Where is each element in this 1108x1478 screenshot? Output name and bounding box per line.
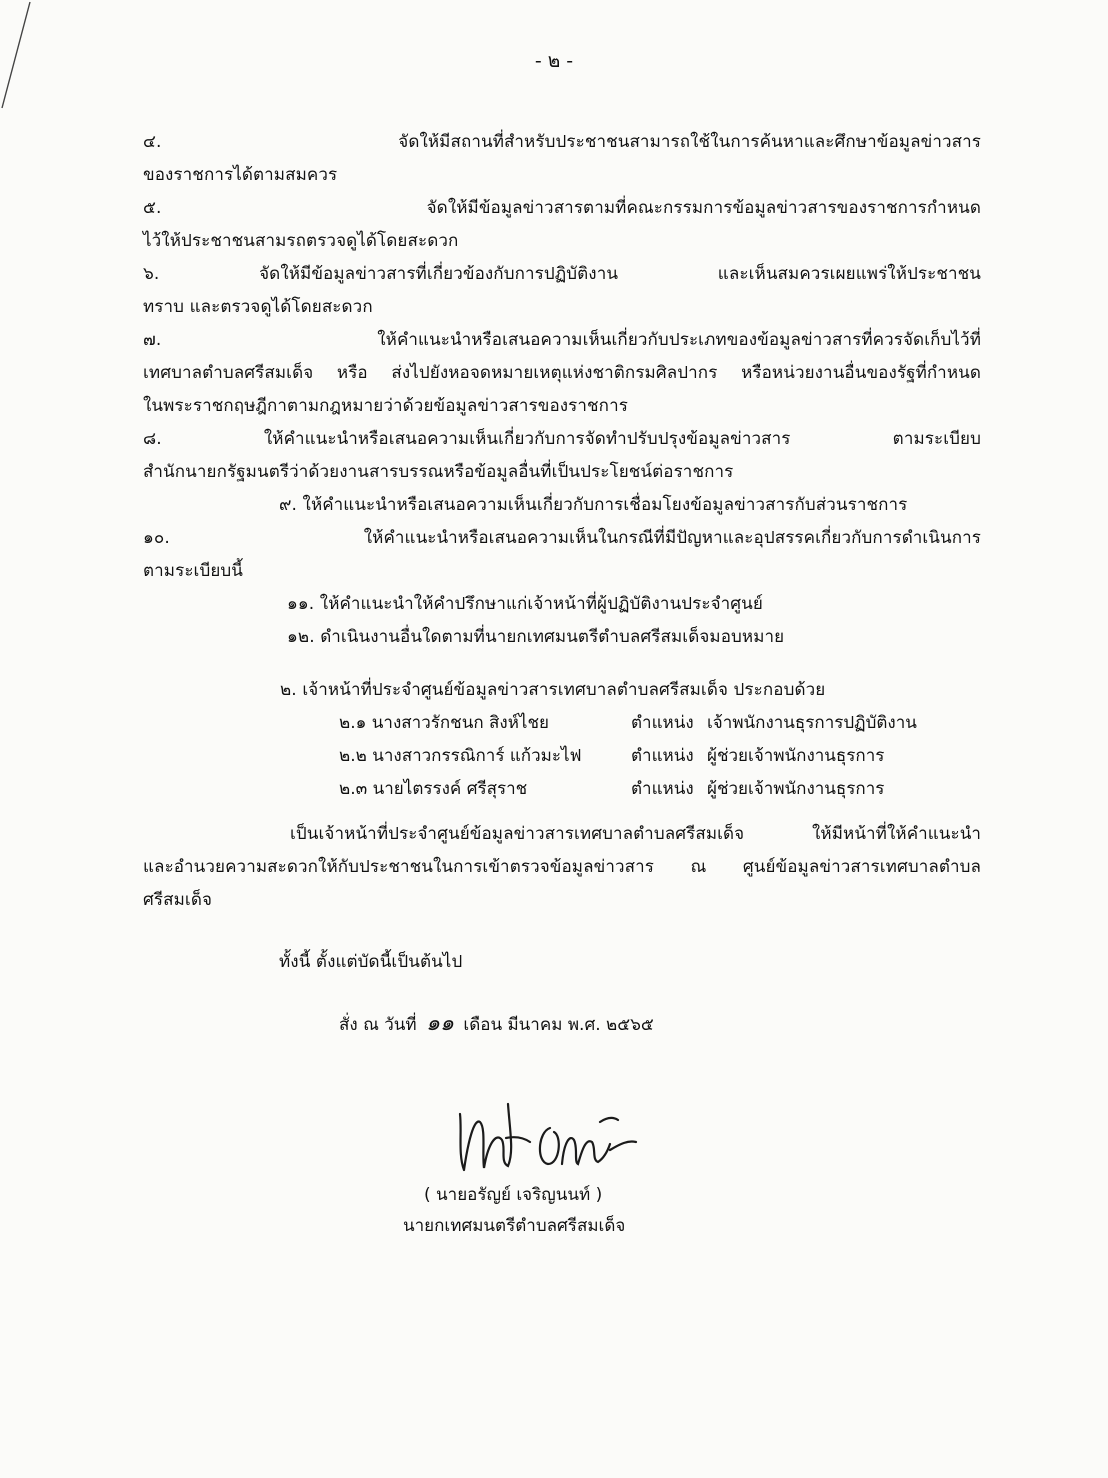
staff-title-label: ตำแหน่ง bbox=[631, 713, 694, 733]
item-10-line-2: ตามระเบียบนี้ bbox=[143, 561, 244, 581]
item-5-line-1: ๕. จัดให้มีข้อมูลข่าวสารตามที่คณะกรรมการข้อมูลข่าวสารของราชการกำหนด bbox=[143, 198, 981, 218]
item-7-line-3: ในพระราชกฤษฎีกาตามกฎหมายว่าด้วยข้อมูลข่าวสารของราชการ bbox=[143, 396, 628, 416]
item-6-line-2: ทราบ และตรวจดูได้โดยสะดวก bbox=[143, 297, 373, 317]
order-date-prefix: สั่ง ณ วันที่ bbox=[339, 1015, 417, 1035]
item-10-line-1: ๑๐. ให้คำแนะนำหรือเสนอความเห็นในกรณีที่มีปัญหาและอุปสรรคเกี่ยวกับการดำเนินการ bbox=[143, 528, 981, 548]
staff-name: ๒.๓ นายไตรรงค์ ศรีสุราช bbox=[339, 779, 528, 799]
staff-title-label: ตำแหน่ง bbox=[631, 746, 694, 766]
signer-name: ( นายอรัญย์ เจริญนนท์ ) bbox=[424, 1185, 603, 1205]
item-6-line-1: ๖. จัดให้มีข้อมูลข่าวสารที่เกี่ยวข้องกับการปฏิบัติงาน และเห็นสมควรเผยแพร่ให้ประชาชน bbox=[143, 264, 981, 284]
staff-role: เจ้าพนักงานธุรการปฏิบัติงาน bbox=[707, 713, 917, 733]
item-8-line-2: สำนักนายกรัฐมนตรีว่าด้วยงานสารบรรณหรือข้อมูลอื่นที่เป็นประโยชน์ต่อราชการ bbox=[143, 462, 734, 482]
signer-position: นายกเทศมนตรีตำบลศรีสมเด็จ bbox=[403, 1216, 626, 1236]
signature bbox=[450, 1092, 640, 1184]
staff-role: ผู้ช่วยเจ้าพนักงานธุรการ bbox=[707, 779, 885, 799]
section-2-heading: ๒. เจ้าหน้าที่ประจำศูนย์ข้อมูลข่าวสารเทศบาลตำบลศรีสมเด็จ ประกอบด้วย bbox=[280, 680, 826, 700]
order-date-suffix: เดือน มีนาคม พ.ศ. ๒๕๖๕ bbox=[463, 1015, 654, 1035]
item-5-line-2: ไว้ให้ประชาชนสามรถตรวจดูได้โดยสะดวก bbox=[143, 231, 459, 251]
item-4-line-2: ของราชการได้ตามสมควร bbox=[143, 165, 338, 185]
item-7-line-2: เทศบาลตำบลศรีสมเด็จ หรือ ส่งไปยังหอจดหมายเหตุแห่งชาติกรมศิลปากร หรือหน่วยงานอื่นของรัฐที่กำหนด bbox=[143, 363, 981, 383]
order-date-day: ๑๑ bbox=[426, 1011, 454, 1036]
duty-line-1: เป็นเจ้าหน้าที่ประจำศูนย์ข้อมูลข่าวสารเทศบาลตำบลศรีสมเด็จ ให้มีหน้าที่ให้คำแนะนำ bbox=[290, 824, 981, 844]
duty-line-3: ศรีสมเด็จ bbox=[143, 890, 213, 910]
page-number: - ๒ - bbox=[534, 50, 574, 72]
duty-line-2: และอำนวยความสะดวกให้กับประชาชนในการเข้าตรวจข้อมูลข่าวสาร ณ ศูนย์ข้อมูลข่าวสารเทศบาลตำบล bbox=[143, 857, 981, 877]
staff-name: ๒.๒ นางสาวกรรณิการ์ แก้วมะไฟ bbox=[339, 746, 582, 766]
item-11-line-1: ๑๑. ให้คำแนะนำให้คำปรึกษาแก่เจ้าหน้าที่ผู้ปฏิบัติงานประจำศูนย์ bbox=[287, 594, 763, 614]
item-7-line-1: ๗. ให้คำแนะนำหรือเสนอความเห็นเกี่ยวกับประเภทของข้อมูลข่าวสารที่ควรจัดเก็บไว้ที่ bbox=[143, 330, 981, 350]
effective-statement: ทั้งนี้ ตั้งแต่บัดนี้เป็นต้นไป bbox=[279, 952, 463, 972]
order-date bbox=[339, 1005, 654, 1040]
item-4-line-1: ๔. จัดให้มีสถานที่สำหรับประชาชนสามารถใช้ในการค้นหาและศึกษาข้อมูลข่าวสาร bbox=[143, 132, 981, 152]
staff-role: ผู้ช่วยเจ้าพนักงานธุรการ bbox=[707, 746, 885, 766]
staff-title-label: ตำแหน่ง bbox=[631, 779, 694, 799]
staff-name: ๒.๑ นางสาวรักชนก สิงห์ไชย bbox=[339, 713, 549, 733]
item-8-line-1: ๘. ให้คำแนะนำหรือเสนอความเห็นเกี่ยวกับการจัดทำปรับปรุงข้อมูลข่าวสาร ตามระเบียบ bbox=[143, 429, 981, 449]
item-12-line-1: ๑๒. ดำเนินงานอื่นใดตามที่นายกเทศมนตรีตำบลศรีสมเด็จมอบหมาย bbox=[287, 627, 785, 647]
item-9-line-1: ๙. ให้คำแนะนำหรือเสนอความเห็นเกี่ยวกับการเชื่อมโยงข้อมูลข่าวสารกับส่วนราชการ bbox=[279, 495, 908, 515]
